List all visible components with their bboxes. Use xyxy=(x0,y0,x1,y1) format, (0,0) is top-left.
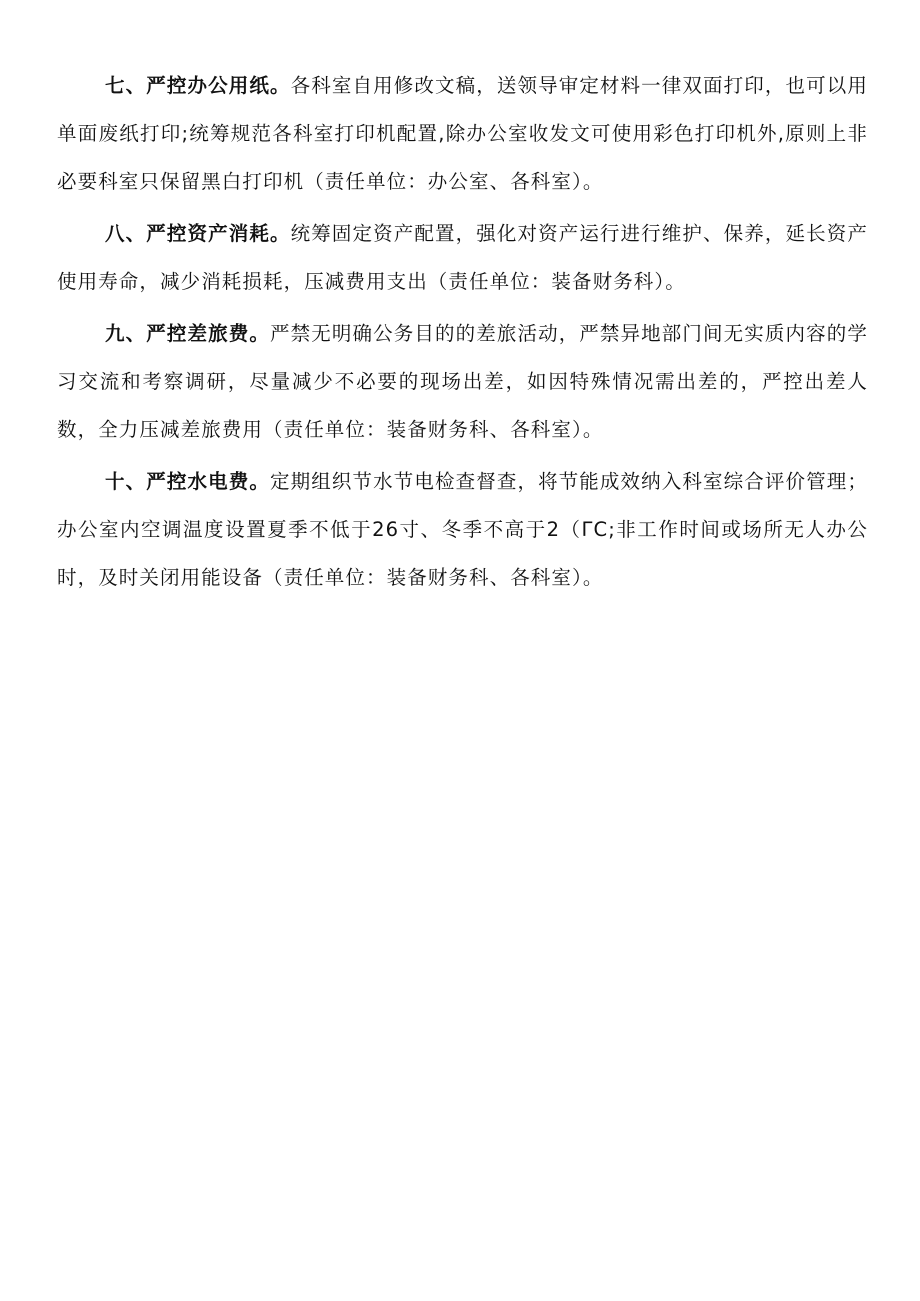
paragraph-heading: 九、严控差旅费。 xyxy=(105,322,270,345)
paragraph-office-paper xyxy=(57,62,868,206)
document-body xyxy=(57,62,868,606)
paragraph-text: 统筹固定资产配置，强化对资产运行进行维护、保养，延长资产使用寿命，减少消耗损耗，压减费用支出（责任单位：装备财务科）。 xyxy=(57,222,868,293)
paragraph-heading: 十、严控水电费。 xyxy=(105,470,270,493)
paragraph-asset-consumption xyxy=(57,210,868,306)
paragraph-text: 定期组织节水节电检查督查，将节能成效纳入科室综合评价管理；办公室内空调温度设置夏季不低于26寸、冬季不高于2（ΓC;非工作时间或场所无人办公时，及时关闭用能设备（责任单位：装备财务科、各科室）。 xyxy=(57,470,868,589)
paragraph-utility-expenses xyxy=(57,458,868,602)
paragraph-heading: 八、严控资产消耗。 xyxy=(105,222,291,245)
paragraph-heading: 七、严控办公用纸。 xyxy=(105,74,291,97)
paragraph-text: 各科室自用修改文稿，送领导审定材料一律双面打印，也可以用单面废纸打印;统筹规范各科室打印机配置,除办公室收发文可使用彩色打印机外,原则上非必要科室只保留黑白打印机（责任单位：办公室、各科室）。 xyxy=(57,74,868,193)
paragraph-text: 严禁无明确公务目的的差旅活动，严禁异地部门间无实质内容的学习交流和考察调研，尽量减少不必要的现场出差，如因特殊情况需出差的，严控出差人数，全力压减差旅费用（责任单位：装备财务科、各科室）。 xyxy=(57,322,868,441)
paragraph-travel-expenses xyxy=(57,310,868,454)
